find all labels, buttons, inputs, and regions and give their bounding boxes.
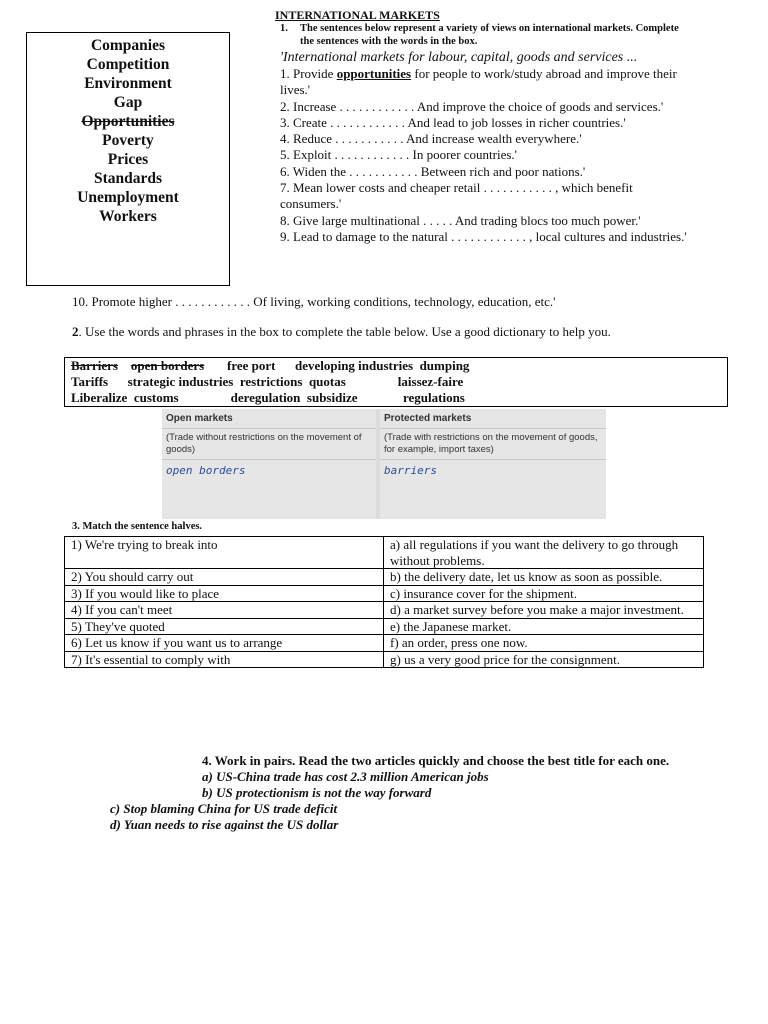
word-box	[26, 32, 230, 286]
open-markets-heading: Open markets	[162, 409, 376, 429]
title-option-b: b) US protectionism is not the way forward	[202, 785, 432, 800]
open-markets-description: (Trade without restrictions on the movement of goods)	[162, 429, 376, 460]
sentence-end-a: a) all regulations if you want the delivery to go through without problems.	[384, 537, 704, 569]
exercise-1-instruction	[280, 22, 680, 48]
sentence-1	[280, 66, 690, 99]
title-option-c: c) Stop blaming China for US trade deficit	[110, 801, 338, 816]
sentence-8: 8. Give large multinational . . . . . And trading blocs too much power.'	[280, 212, 641, 228]
table-row	[65, 602, 704, 619]
sentence-3: 3. Create . . . . . . . . . . . . And lead to job losses in richer countries.'	[280, 114, 626, 130]
sentence-start-2: 2) You should carry out	[65, 569, 384, 586]
title-option-a: a) US-China trade has cost 2.3 million American jobs	[202, 769, 489, 784]
word-companies: Companies	[90, 37, 166, 54]
phrase-box	[64, 357, 728, 407]
sentence-1-end: for people to work/study abroad and improve their lives.'	[280, 66, 677, 98]
matching-table	[64, 536, 704, 668]
sentence-7: 7. Mean lower costs and cheaper retail . . . . . . . . . . . , which benefit consumers.'	[280, 180, 633, 212]
table-row	[65, 569, 704, 586]
exercise-1-text: The sentences below represent a variety of views on international markets. Complete the sentences with the words in the box.	[300, 23, 679, 47]
protected-markets-heading: Protected markets	[380, 409, 606, 429]
sentence-start-1: 1) We're trying to break into	[65, 537, 384, 569]
word-poverty: Poverty	[102, 132, 154, 149]
protected-markets-column	[380, 409, 606, 519]
phrase-row-1	[71, 358, 469, 374]
title-option-d: d) Yuan needs to rise against the US dollar	[110, 817, 339, 832]
sentence-6: 6. Widen the . . . . . . . . . . . Between rich and poor nations.'	[280, 163, 586, 179]
phrase-row-2: Tariffs strategic industries restrictions quotas laissez-faire	[71, 374, 464, 389]
open-markets-column	[162, 409, 376, 519]
sentence-10: 10. Promote higher . . . . . . . . . . . . Of living, working conditions, technology, education, etc.'	[72, 294, 556, 309]
word-opportunities: Opportunities	[81, 113, 175, 130]
table-row	[65, 635, 704, 652]
sentences-rest	[280, 99, 690, 246]
word-standards: Standards	[93, 170, 163, 187]
exercise-4-instruction: 4. Work in pairs. Read the two articles quickly and choose the best title for each one.	[202, 753, 670, 768]
phrase-row-1-rest: free port developing industries dumping	[204, 358, 470, 373]
sentence-4: 4. Reduce . . . . . . . . . . . And increase wealth everywhere.'	[280, 131, 582, 147]
sentence-end-f: f) an order, press one now.	[384, 635, 704, 652]
sentence-start-4: 4) If you can't meet	[65, 602, 384, 619]
word-prices: Prices	[107, 151, 149, 168]
table-row	[65, 651, 704, 668]
sentence-1-start: 1. Provide	[280, 66, 337, 81]
sentence-end-d: d) a market survey before you make a major investment.	[384, 602, 704, 619]
sentence-9: 9. Lead to damage to the natural . . . . . . . . . . . . , local cultures and industries.'	[280, 228, 687, 244]
sentence-start-3: 3) If you would like to place	[65, 585, 384, 602]
word-workers: Workers	[99, 208, 157, 225]
word-competition: Competition	[86, 56, 170, 73]
exercise-2-instruction	[72, 324, 732, 340]
sentence-start-7: 7) It's essential to comply with	[65, 651, 384, 668]
sentence-list	[280, 66, 690, 245]
sentence-end-e: e) the Japanese market.	[384, 618, 704, 635]
quote-heading: 'International markets for labour, capital, goods and services ...	[280, 50, 638, 65]
word-unemployment: Unemployment	[77, 189, 179, 206]
word-gap: Gap	[113, 94, 143, 111]
phrase-row-3: Liberalize customs deregulation subsidize regulations	[71, 390, 465, 405]
page-title: INTERNATIONAL MARKETS	[275, 8, 440, 22]
sentence-start-6: 6) Let us know if you want us to arrange	[65, 635, 384, 652]
word-list	[27, 36, 229, 226]
word-environment: Environment	[84, 75, 172, 92]
sentence-2: 2. Increase . . . . . . . . . . . . And improve the choice of goods and services.'	[280, 98, 664, 114]
exercise-4	[110, 753, 722, 833]
sentence-5: 5. Exploit . . . . . . . . . . . . In poorer countries.'	[280, 147, 518, 163]
markets-table-image	[162, 409, 606, 519]
sentence-1-answer: opportunities	[336, 66, 412, 81]
exercise-1-number: 1.	[280, 23, 288, 34]
phrase-open-borders: open borders	[130, 358, 205, 373]
table-row	[65, 618, 704, 635]
sentence-end-g: g) us a very good price for the consignment.	[384, 651, 704, 668]
exercise-3-heading: 3. Match the sentence halves.	[72, 521, 203, 532]
open-markets-example: open borders	[166, 464, 246, 477]
exercise-2-number: 2	[72, 324, 79, 339]
protected-markets-description: (Trade with restrictions on the movement of goods, for example, import taxes)	[380, 429, 606, 460]
sentence-end-b: b) the delivery date, let us know as soon as possible.	[384, 569, 704, 586]
sentence-start-5: 5) They've quoted	[65, 618, 384, 635]
sentence-end-c: c) insurance cover for the shipment.	[384, 585, 704, 602]
table-row	[65, 585, 704, 602]
table-row	[65, 537, 704, 569]
protected-markets-example: barriers	[384, 464, 437, 477]
phrase-barriers: Barriers	[71, 358, 118, 373]
exercise-2-text: . Use the words and phrases in the box to complete the table below. Use a good dictionary to help you.	[78, 324, 611, 339]
